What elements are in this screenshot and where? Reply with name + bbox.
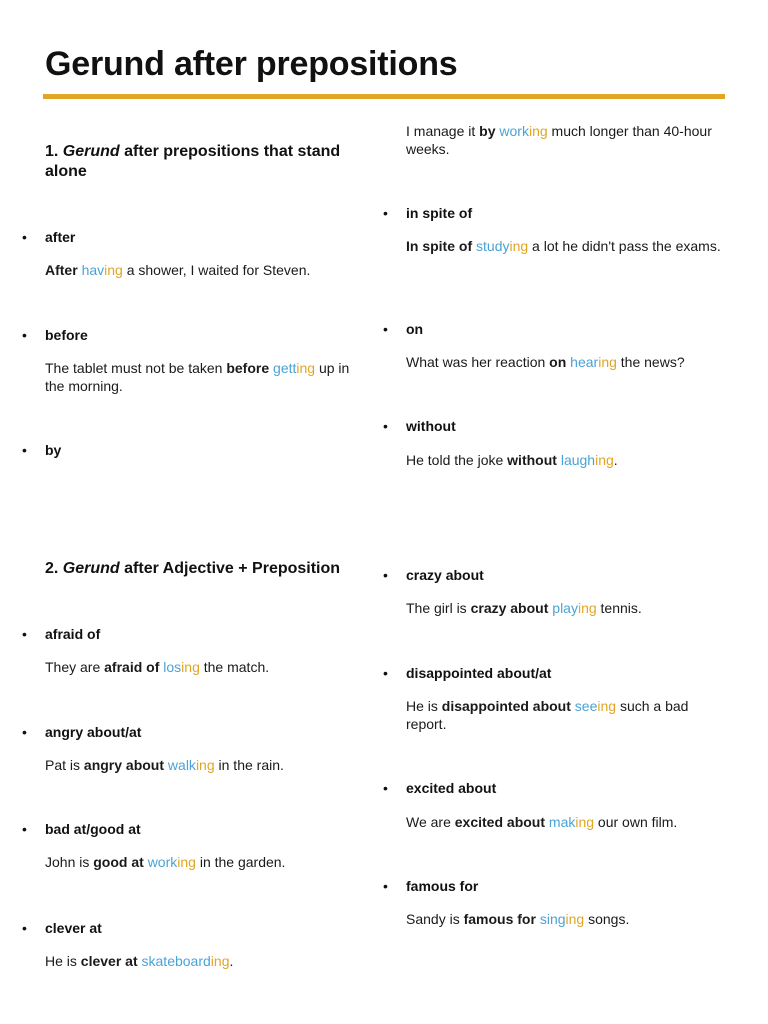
gerund-suffix: ing [528, 123, 548, 139]
example-sentence: I manage it by working much longer than 40-hour weeks. [406, 123, 712, 157]
gerund-stem: laugh [560, 452, 596, 468]
gerund-stem: play [552, 600, 578, 616]
bullet-item-on: • on [406, 320, 423, 338]
gerund-suffix: ing [598, 354, 617, 370]
section-2-heading [45, 559, 375, 579]
gerund-stem: hav [81, 262, 105, 278]
bullet-item-clever-at: • clever at [45, 919, 102, 937]
gerund-suffix: ing [565, 911, 585, 927]
gerund-stem: skateboard [141, 953, 211, 969]
adjective-preposition: afraid of [104, 659, 160, 675]
example-sentence: The tablet must not be taken before getting up in the morning. [45, 360, 350, 394]
gerund-stem: work [147, 854, 178, 870]
bullet-item-bad-at-good-at: • bad at/good at [45, 820, 141, 838]
page-title: Gerund after prepositions [45, 45, 458, 83]
bullet-item-crazy-about: • crazy about [406, 566, 484, 584]
gerund-stem: walk [167, 757, 196, 773]
example-sentence: After having a shower, I waited for Steven. [45, 262, 311, 278]
adjective-preposition: excited about [454, 814, 546, 830]
gerund-stem: work [499, 123, 529, 139]
section-heading-italic: Gerund [62, 143, 120, 160]
example-sentence: In spite of studying a lot he didn't pass the exams. [406, 238, 721, 254]
example-sentence: He is clever at skateboarding. [45, 953, 234, 969]
bullet-item-in-spite-of: • in spite of [406, 204, 472, 222]
bullet-item-after: • after [45, 228, 75, 246]
gerund-suffix: ing [181, 659, 200, 675]
bullet-item-before: • before [45, 326, 88, 344]
section-1-heading [45, 142, 365, 182]
preposition: without [507, 452, 557, 468]
title-underline [43, 94, 725, 99]
preposition: by [479, 123, 496, 139]
gerund-stem: study [476, 238, 510, 254]
gerund-suffix: ing [296, 360, 316, 376]
example-sentence: John is good at working in the garden. [45, 854, 286, 870]
gerund-suffix: ing [210, 953, 230, 969]
bullet-item-without: • without [406, 417, 456, 435]
example-sentence: Pat is angry about walking in the rain. [45, 757, 284, 773]
gerund-suffix: ing [575, 814, 595, 830]
gerund-stem: hear [570, 354, 599, 370]
gerund-stem: mak [548, 814, 576, 830]
adjective-preposition: famous for [463, 911, 536, 927]
adjective-preposition: good at [93, 854, 144, 870]
example-sentence: The girl is crazy about playing tennis. [406, 600, 642, 616]
gerund-suffix: ing [195, 757, 215, 773]
gerund-suffix: ing [509, 238, 529, 254]
gerund-stem: sing [539, 911, 566, 927]
adjective-preposition: crazy about [470, 600, 549, 616]
preposition: before [226, 360, 270, 376]
gerund-stem: los [163, 659, 182, 675]
gerund-suffix: ing [177, 854, 196, 870]
gerund-stem: see [574, 698, 598, 714]
example-sentence: We are excited about making our own film. [406, 814, 678, 830]
bullet-item-disappointed-about-at: • disappointed about/at [406, 664, 551, 682]
bullet-item-by: • by [45, 441, 61, 459]
gerund-suffix: ing [577, 600, 597, 616]
bullet-item-angry-about-at: • angry about/at [45, 723, 141, 741]
preposition: After [45, 262, 78, 278]
example-sentence: He is disappointed about seeing such a bad report. [406, 698, 689, 732]
example-sentence: Sandy is famous for singing songs. [406, 911, 630, 927]
adjective-preposition: clever at [80, 953, 138, 969]
gerund-suffix: ing [595, 452, 614, 468]
gerund-suffix: ing [597, 698, 617, 714]
section-heading-text: after prepositions that stand alone [45, 143, 341, 180]
preposition: on [549, 354, 567, 370]
bullet-item-famous-for: • famous for [406, 877, 478, 895]
section-number: 2. [45, 560, 59, 577]
gerund-suffix: ing [104, 262, 123, 278]
bullet-item-excited-about: • excited about [406, 779, 496, 797]
gerund-stem: gett [273, 360, 297, 376]
section-number: 1. [45, 143, 59, 160]
adjective-preposition: disappointed about [441, 698, 571, 714]
section-heading-italic: Gerund [62, 560, 120, 577]
preposition: In spite of [406, 238, 473, 254]
example-sentence: He told the joke without laughing. [406, 452, 618, 468]
example-sentence: They are afraid of losing the match. [45, 659, 270, 675]
section-heading-text: after Adjective + Preposition [119, 560, 341, 577]
adjective-preposition: angry about [83, 757, 165, 773]
bullet-item-afraid-of: • afraid of [45, 625, 100, 643]
example-sentence: What was her reaction on hearing the news? [406, 354, 685, 370]
